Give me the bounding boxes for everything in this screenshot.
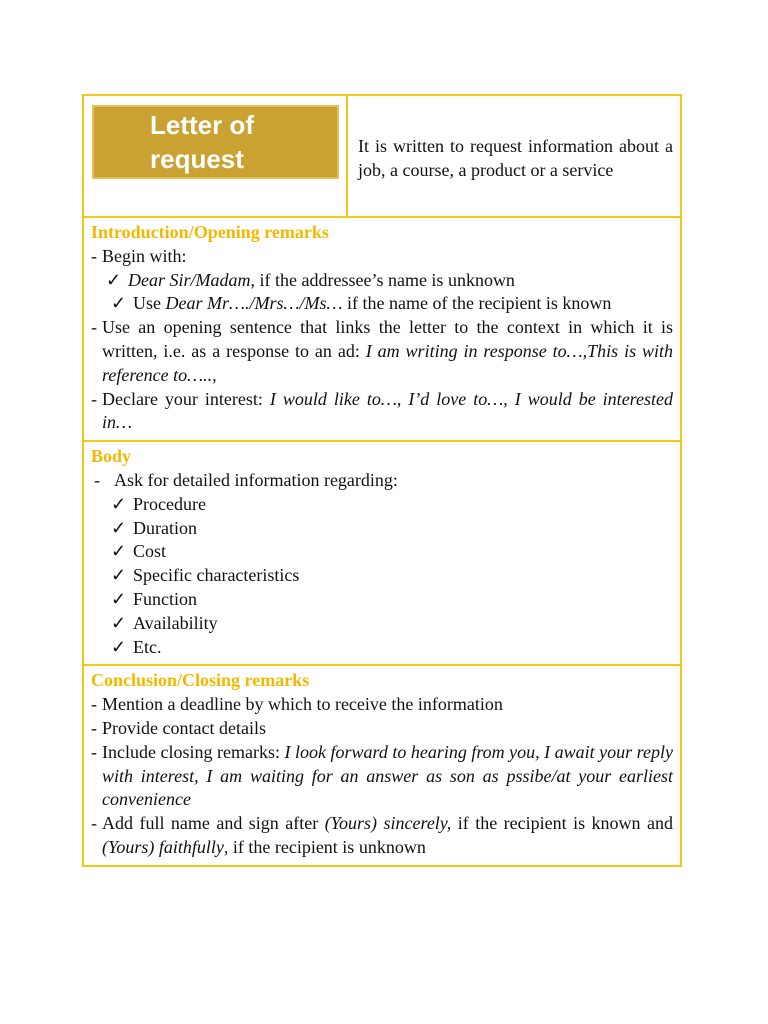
conclusion-heading: Conclusion/Closing remarks	[91, 670, 310, 691]
checklist-item	[91, 588, 673, 612]
list-item	[91, 812, 673, 860]
dash-bullet: -	[91, 694, 97, 715]
contact-text: Provide contact details	[102, 717, 266, 738]
title-line-1: Letter of	[150, 110, 254, 140]
check-icon: ✓	[111, 517, 127, 538]
check-icon: ✓	[111, 636, 127, 657]
checklist-item-label: Procedure	[133, 493, 206, 514]
closing-remarks-examples: I look forward to hearing from you, I await your reply with interest, I am waiting for an answer as son as pssibe/at your earliest convenience	[102, 741, 673, 810]
dash-bullet: -	[91, 741, 97, 762]
check-icon: ✓	[106, 269, 122, 290]
body-checklist	[91, 493, 673, 660]
opening-sentence-plain: Use an opening sentence that links the letter to the context in which it is written, i.e. as a response to an ad:	[102, 317, 673, 361]
checklist-item	[91, 517, 673, 541]
list-item	[91, 693, 673, 717]
salutation-known-note: if the name of the recipient is known	[342, 293, 612, 314]
check-item	[91, 292, 673, 316]
declare-interest-examples: I would like to…, I’d love to…, I would be interested in…	[102, 388, 673, 433]
check-icon: ✓	[111, 541, 127, 562]
list-item	[91, 316, 673, 387]
list-item	[91, 245, 673, 269]
check-item	[91, 269, 673, 293]
body-section	[84, 440, 680, 664]
checklist-item-label: Function	[133, 588, 198, 609]
declare-interest-plain: Declare your interest:	[102, 388, 270, 409]
begin-with-text: Begin with:	[102, 245, 187, 266]
check-icon: ✓	[111, 565, 127, 586]
deadline-text: Mention a deadline by which to receive the information	[102, 694, 503, 715]
checklist-item	[91, 540, 673, 564]
dash-bullet: -	[94, 469, 100, 490]
dash-bullet: -	[91, 317, 97, 338]
title-text	[150, 108, 254, 176]
checklist-item-label: Etc.	[133, 636, 162, 657]
list-item	[91, 741, 673, 812]
check-icon: ✓	[111, 493, 127, 514]
closing-remarks-plain: Include closing remarks:	[102, 741, 285, 762]
checklist-item	[91, 493, 673, 517]
body-heading: Body	[91, 446, 132, 467]
sign-off-faithfully: (Yours) faithfully	[102, 836, 224, 857]
checklist-item-label: Duration	[133, 517, 197, 538]
title-cell	[84, 96, 348, 216]
salutation-unknown: Dear Sir/Madam	[128, 269, 251, 290]
sign-off-c: if the recipient is known and	[451, 813, 673, 834]
salutation-unknown-note: , if the addressee’s name is unknown	[250, 269, 515, 290]
check-icon: ✓	[111, 612, 127, 633]
sign-off-e: , if the recipient is unknown	[223, 836, 426, 857]
introduction-heading: Introduction/Opening remarks	[91, 222, 329, 242]
checklist-item-label: Cost	[133, 541, 167, 562]
sign-off-a: Add full name and sign after	[102, 813, 325, 834]
ask-text: Ask for detailed information regarding:	[114, 469, 398, 490]
checklist-item	[91, 564, 673, 588]
letter-of-request-sheet	[82, 94, 682, 867]
sign-off-sincerely: (Yours) sincerely,	[324, 813, 452, 834]
dash-bullet: -	[91, 813, 97, 834]
sign-off-text	[102, 812, 673, 860]
list-item	[91, 388, 673, 436]
closing-remarks-text	[102, 741, 673, 812]
checklist-item-label: Availability	[133, 612, 218, 633]
checklist-item-label: Specific characteristics	[133, 565, 300, 586]
introduction-section	[84, 216, 680, 440]
use-label: Use	[133, 293, 166, 314]
list-item	[91, 469, 673, 493]
title-row	[84, 96, 680, 216]
salutation-known: Dear Mr…./Mrs…/Ms…	[165, 293, 343, 314]
opening-sentence-text	[102, 316, 673, 387]
dash-bullet: -	[91, 717, 97, 738]
conclusion-section	[84, 664, 680, 864]
dash-bullet: -	[91, 388, 97, 409]
description-cell: It is written to request information about a job, a course, a product or a service	[358, 136, 673, 180]
checklist-item	[91, 636, 673, 660]
list-item	[91, 717, 673, 741]
declare-interest-text	[102, 388, 673, 436]
checklist-item	[91, 612, 673, 636]
check-icon: ✓	[111, 293, 127, 314]
check-icon: ✓	[111, 588, 127, 609]
opening-sentence-examples: I am writing in response to…,This is with reference to…..,	[102, 340, 673, 385]
dash-bullet: -	[91, 245, 97, 266]
title-banner	[92, 105, 339, 179]
title-line-2: request	[150, 144, 244, 174]
